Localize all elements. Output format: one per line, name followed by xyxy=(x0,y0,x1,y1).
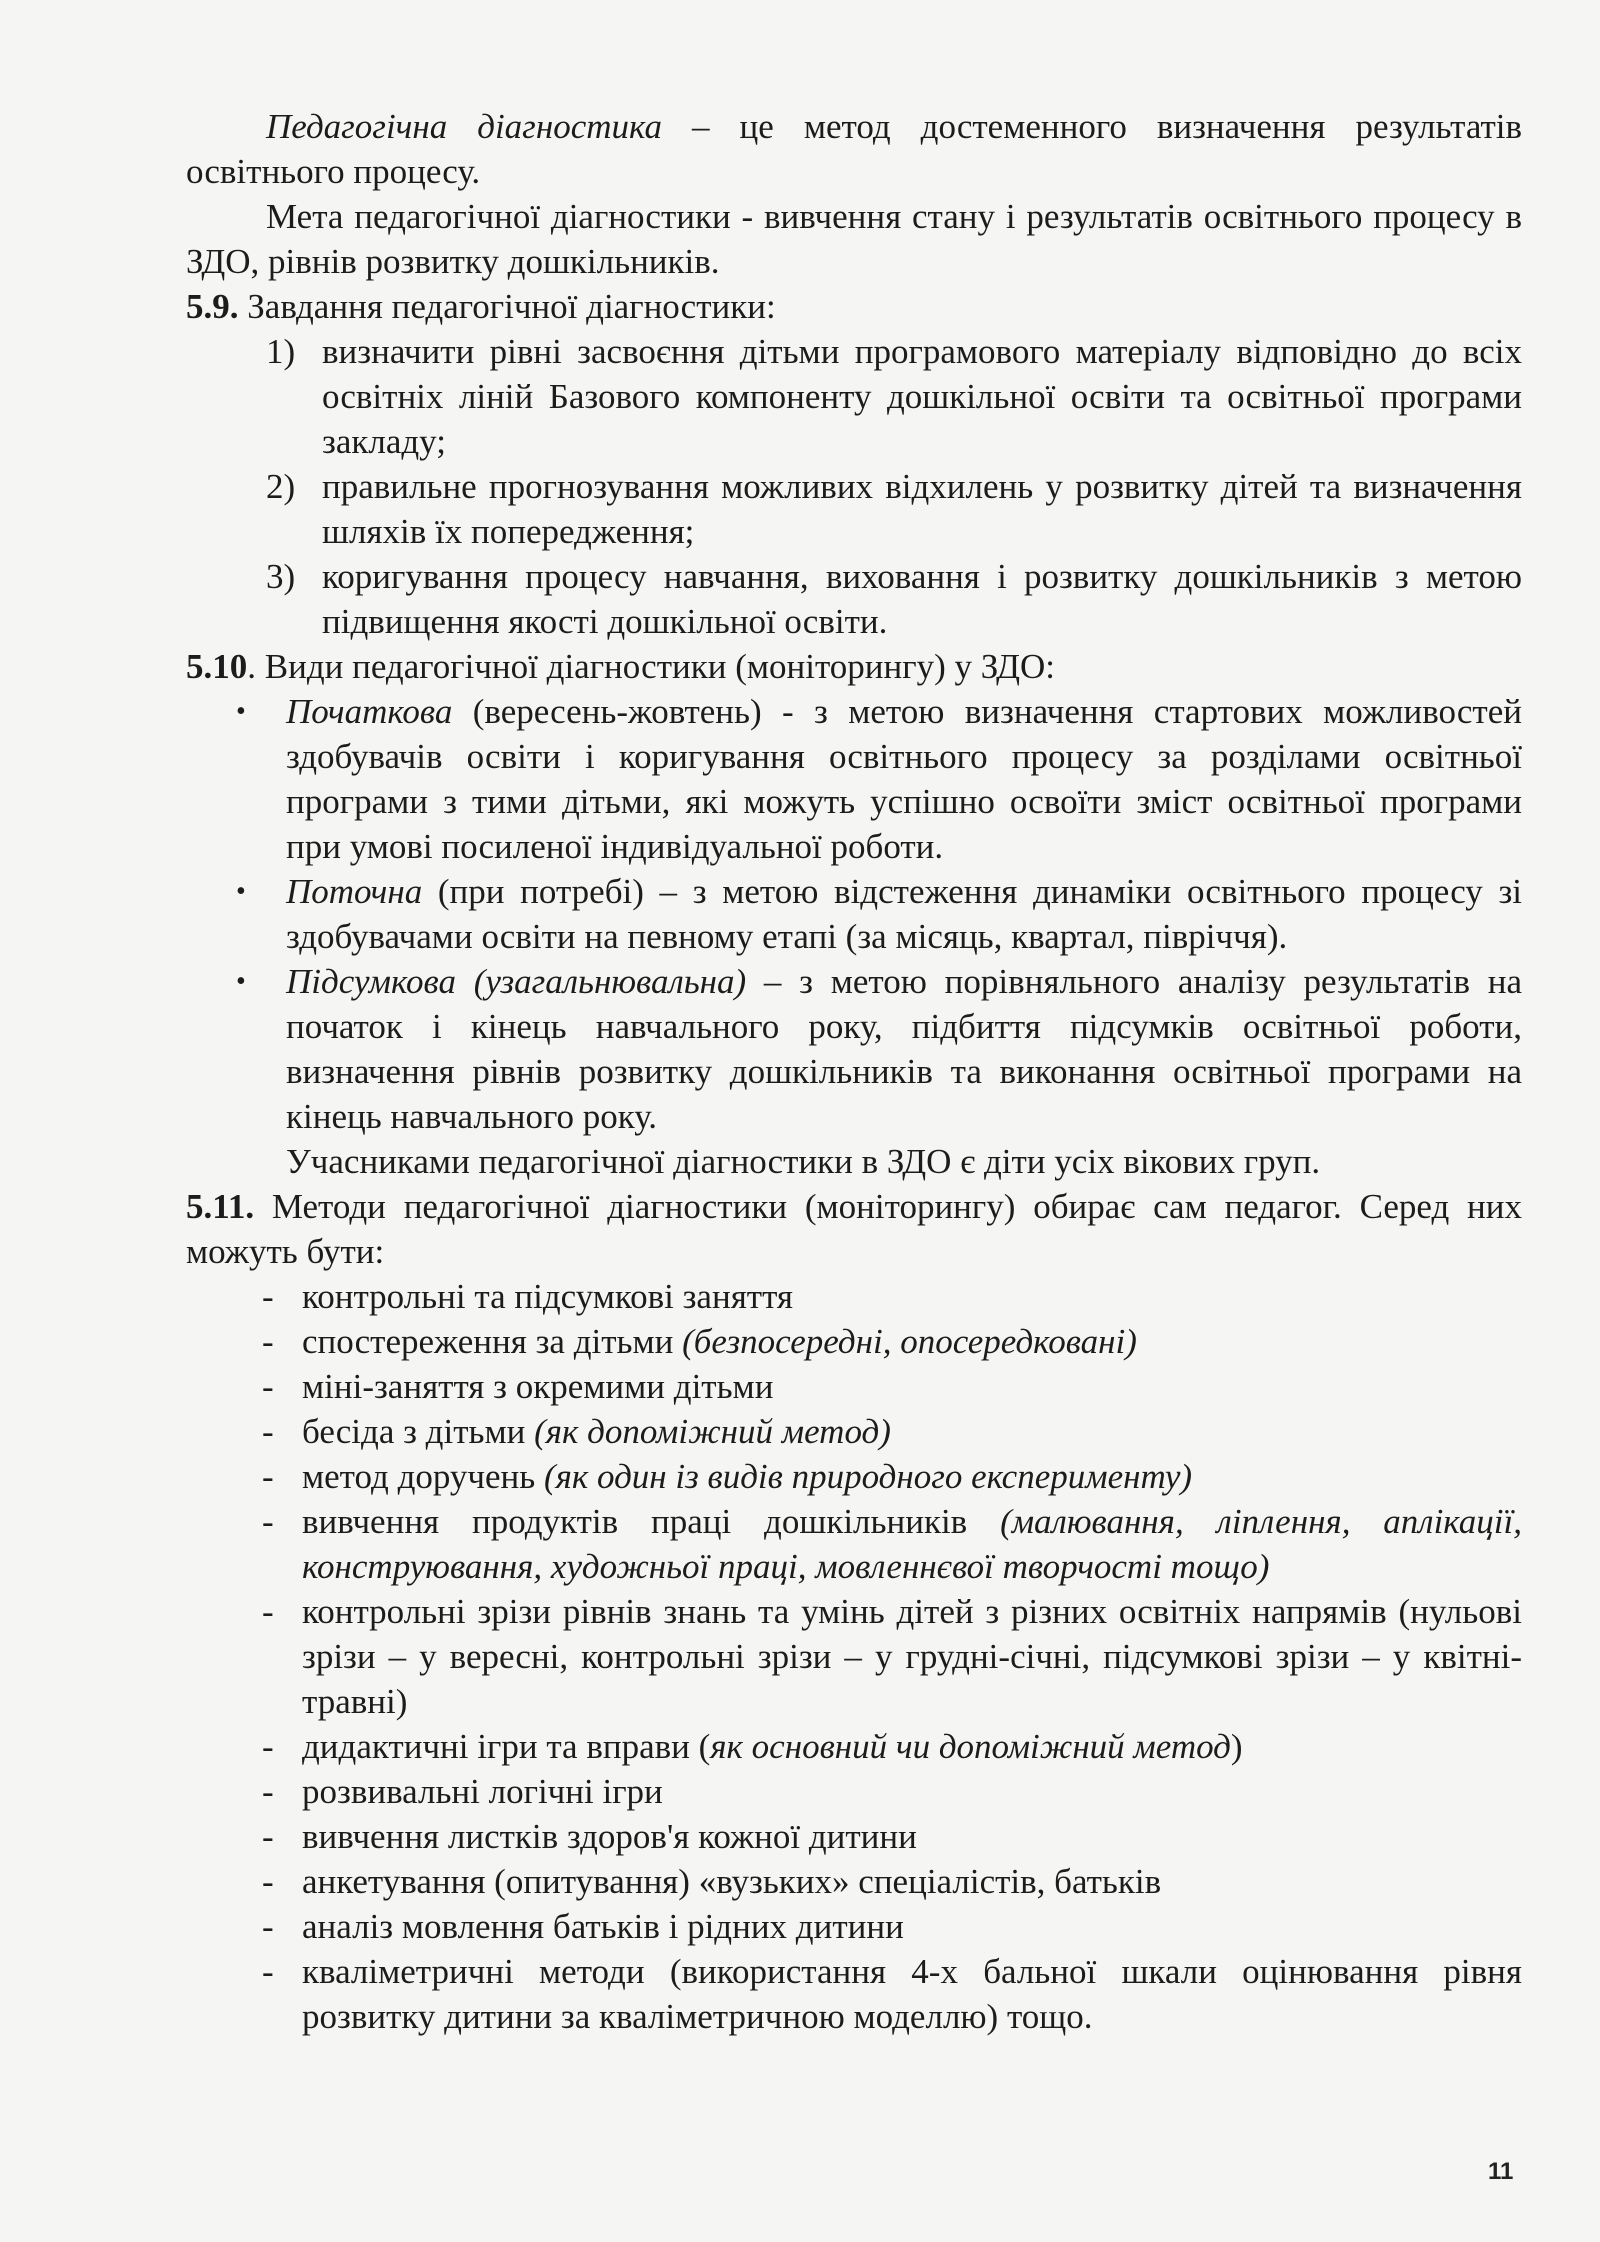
section-5-10-list xyxy=(186,689,1522,1139)
list-item: - метод доручень (як один із видів природного експерименту) xyxy=(262,1457,1193,1496)
list-item: - спостереження за дітьми (безпосередні, опосередковані) xyxy=(262,1322,1137,1361)
list-item: - вивчення продуктів праці дошкільників (малювання, ліплення, аплікації, конструювання, художньої праці, мовленнєвої творчості тощо) xyxy=(262,1502,1522,1586)
list-item: - кваліметричні методи (використання 4-х бальної шкали оцінювання рівня розвитку дитини за кваліметричною моделлю) тощо. xyxy=(262,1952,1522,2036)
section-5-11-heading: 5.11. Методи педагогічної діагностики (моніторингу) обирає сам педагог. Серед них можуть бути: xyxy=(186,1187,1522,1271)
list-item: - анкетування (опитування) «вузьких» спеціалістів, батьків xyxy=(262,1862,1162,1901)
list-item: - розвивальні логічні ігри xyxy=(262,1772,663,1811)
participants-paragraph: Учасниками педагогічної діагностики в ЗДО є діти усіх вікових груп. xyxy=(286,1142,1321,1181)
term-pedagogical-diagnostics: Педагогічна діагностика xyxy=(266,107,663,146)
list-item: - контрольні та підсумкові заняття xyxy=(262,1277,794,1316)
list-item: - дидактичні ігри та вправи (як основний чи допоміжний метод) xyxy=(262,1727,1243,1766)
section-number: 5.9. xyxy=(186,287,239,326)
list-item: - аналіз мовлення батьків і рідних дитини xyxy=(262,1907,904,1946)
list-item: - вивчення листків здоров'я кожної дитини xyxy=(262,1817,917,1856)
section-5-10-heading: 5.10. Види педагогічної діагностики (моніторингу) у ЗДО: xyxy=(186,647,1056,686)
list-item: - бесіда з дітьми (як допоміжний метод) xyxy=(262,1412,891,1451)
section-5-11-list xyxy=(186,1274,1522,2039)
list-item: - контрольні зрізи рівнів знань та умінь дітей з різних освітніх напрямів (нульові зрізи – у вересні, контрольні зрізи – у грудні-січні, підсумкові зрізи – у квітні-травні) xyxy=(262,1592,1522,1721)
page-number: 11 xyxy=(1488,2158,1514,2185)
bullet-icon: • xyxy=(236,966,246,997)
list-item: 2) правильне прогнозування можливих відхилень у розвитку дітей та визначення шляхів їх попередження; xyxy=(266,467,1522,551)
list-item: • Поточна (при потребі) – з метою відстеження динаміки освітнього процесу зі здобувачами освіти на певному етапі (за місяць, квартал, півріччя). xyxy=(236,869,1522,959)
section-5-9-heading: 5.9. Завдання педагогічної діагностики: xyxy=(186,287,776,326)
list-item: • Початкова (вересень-жовтень) - з метою визначення стартових можливостей здобувачів освіти і коригування освітнього процесу за розділами освітньої програми з тими дітьми, які можуть успішно освоїти зміст освітньої програми при умові посиленої індивідуальної роботи. xyxy=(236,689,1522,869)
intro-paragraph-2: Мета педагогічної діагностики - вивчення стану і результатів освітнього процесу в ЗДО, рівнів розвитку дошкільників. xyxy=(186,197,1522,281)
bullet-icon: • xyxy=(236,696,246,727)
page-content xyxy=(186,104,1522,2039)
bullet-icon: • xyxy=(236,876,246,907)
list-item: • Підсумкова (узагальнювальна) – з метою порівняльного аналізу результатів на початок і кінець навчального року, підбиття підсумків освітньої роботи, визначення рівнів розвитку дошкільників та виконання освітньої програми на кінець навчального року. xyxy=(236,959,1522,1139)
section-number: 5.11. xyxy=(186,1187,255,1226)
section-5-9-list xyxy=(186,329,1522,644)
list-item: 3) коригування процесу навчання, виховання і розвитку дошкільників з метою підвищення якості дошкільної освіти. xyxy=(266,557,1522,641)
section-number: 5.10 xyxy=(186,647,248,686)
list-item: 1) визначити рівні засвоєння дітьми програмового матеріалу відповідно до всіх освітніх ліній Базового компоненту дошкільної освіти та освітньої програми закладу; xyxy=(266,332,1522,461)
intro-paragraph-1: Педагогічна діагностика – це метод достеменного визначення результатів освітнього процесу. xyxy=(186,107,1522,191)
list-item: - міні-заняття з окремими дітьми xyxy=(262,1367,774,1406)
